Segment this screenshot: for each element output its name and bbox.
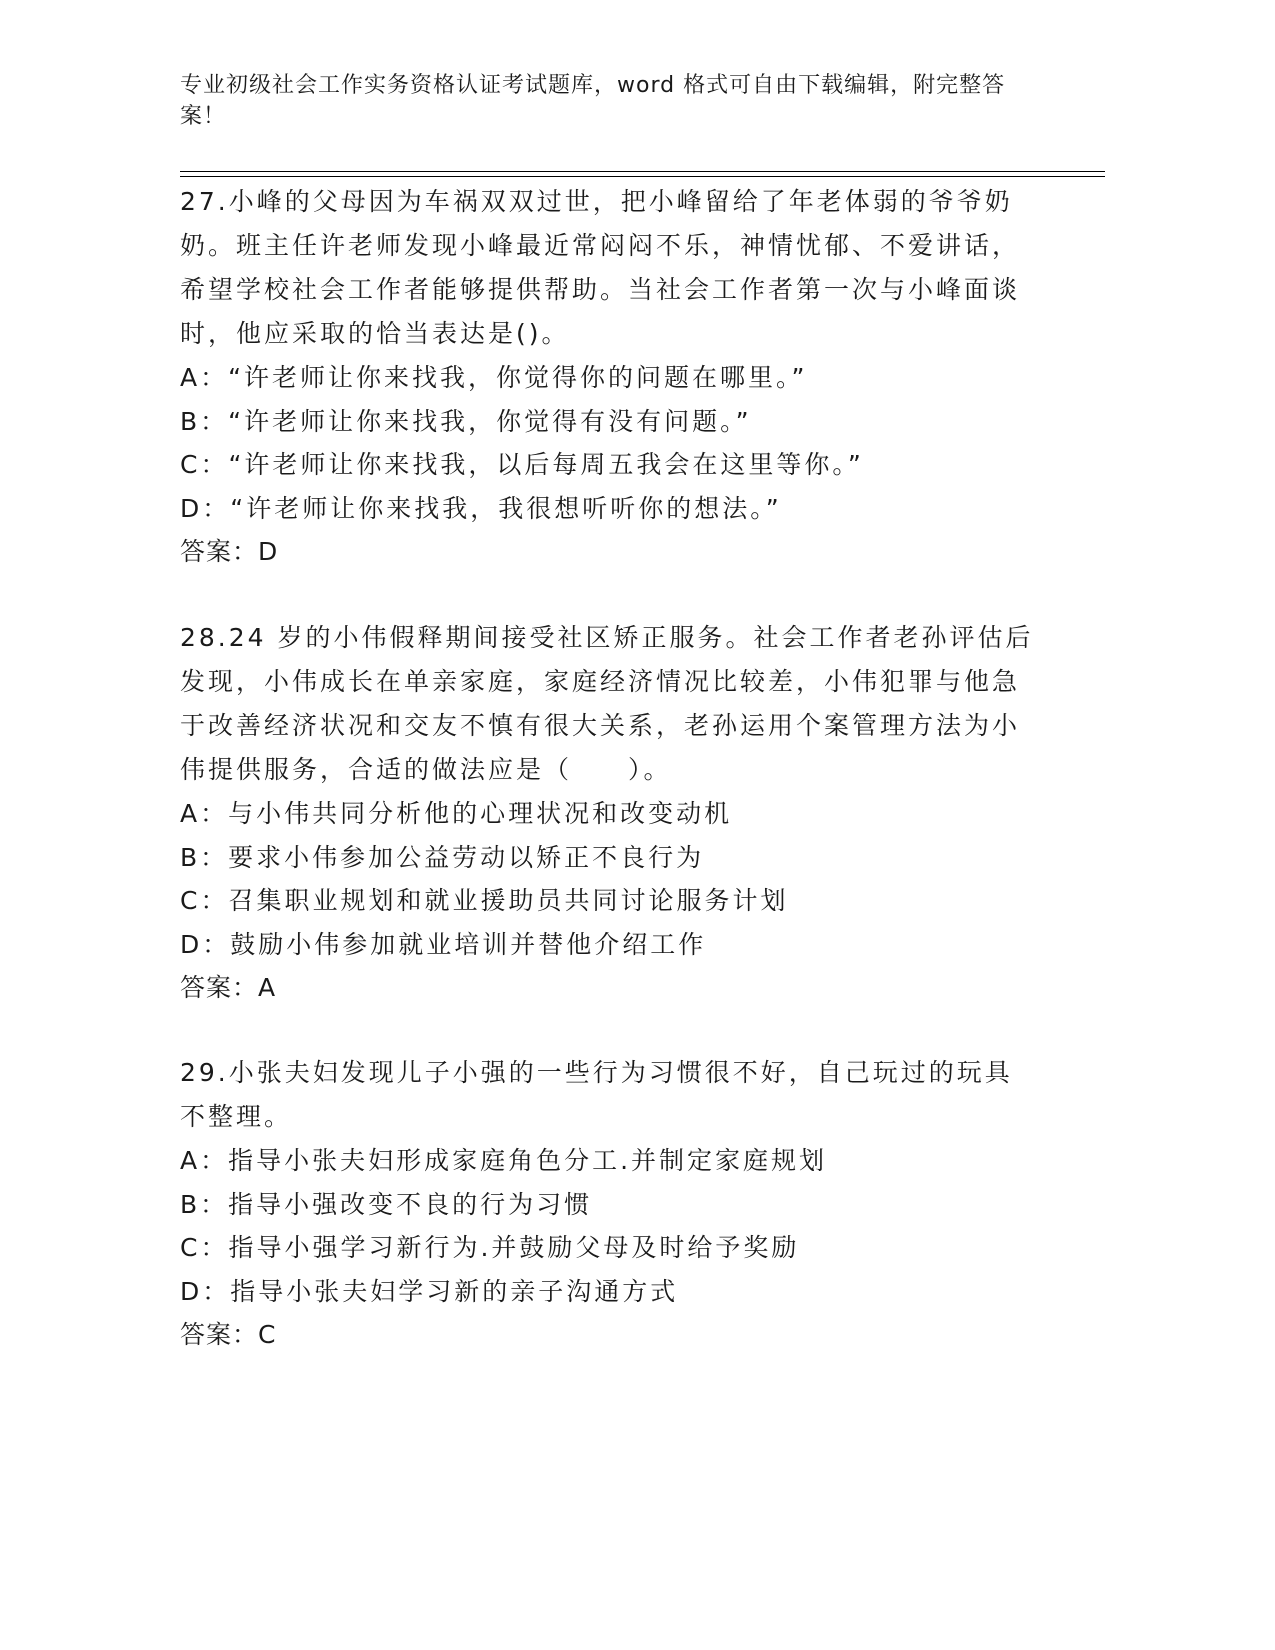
option-d: D：“许老师让你来找我，我很想听听你的想法。”	[180, 493, 782, 523]
option-b: B：指导小强改变不良的行为习惯	[180, 1189, 593, 1219]
header-divider-bottom	[180, 176, 1105, 177]
option-b: B：“许老师让你来找我，你觉得有没有问题。”	[180, 406, 752, 436]
question-stem: 29.小张夫妇发现儿子小强的一些行为习惯很不好，自己玩过的玩具不整理。	[180, 1058, 1013, 1131]
question-27	[180, 180, 1040, 574]
option-c: C：召集职业规划和就业援助员共同讨论服务计划	[180, 886, 789, 915]
question-28	[180, 616, 1040, 1010]
option-d: D：指导小张夫妇学习新的亲子沟通方式	[180, 1276, 679, 1306]
option-a: A：指导小张夫妇形成家庭角色分工.并制定家庭规划	[180, 1146, 828, 1175]
document-header	[180, 70, 1050, 132]
option-b: B：要求小伟参加公益劳动以矫正不良行为	[180, 842, 705, 872]
option-c: C：指导小强学习新行为.并鼓励父母及时给予奖励	[180, 1233, 800, 1262]
option-a: A：与小伟共同分析他的心理状况和改变动机	[180, 799, 733, 828]
header-divider-top	[180, 171, 1105, 172]
answer: 答案：D	[180, 537, 279, 566]
header-text: 专业初级社会工作实务资格认证考试题库，word 格式可自由下载编辑，附完整答案！	[180, 73, 1006, 129]
question-29	[180, 1051, 1040, 1357]
answer: 答案：C	[180, 1320, 277, 1349]
option-a: A：“许老师让你来找我，你觉得你的问题在哪里。”	[180, 363, 808, 392]
option-d: D：鼓励小伟参加就业培训并替他介绍工作	[180, 929, 707, 959]
answer: 答案：A	[180, 973, 277, 1002]
option-c: C：“许老师让你来找我，以后每周五我会在这里等你。”	[180, 450, 864, 479]
question-stem: 27.小峰的父母因为车祸双双过世，把小峰留给了年老体弱的爷爷奶奶。班主任许老师发现小峰最近常闷闷不乐，神情忧郁、不爱讲话，希望学校社会工作者能够提供帮助。当社会工作者第一次与小峰面谈时，他应采取的恰当表达是()。	[180, 187, 1021, 348]
question-stem: 28.24 岁的小伟假释期间接受社区矫正服务。社会工作者老孙评估后发现，小伟成长在单亲家庭，家庭经济情况比较差，小伟犯罪与他急于改善经济状况和交友不慎有很大关系，老孙运用个案管理方法为小伟提供服务，合适的做法应是（ ）。	[180, 623, 1034, 784]
